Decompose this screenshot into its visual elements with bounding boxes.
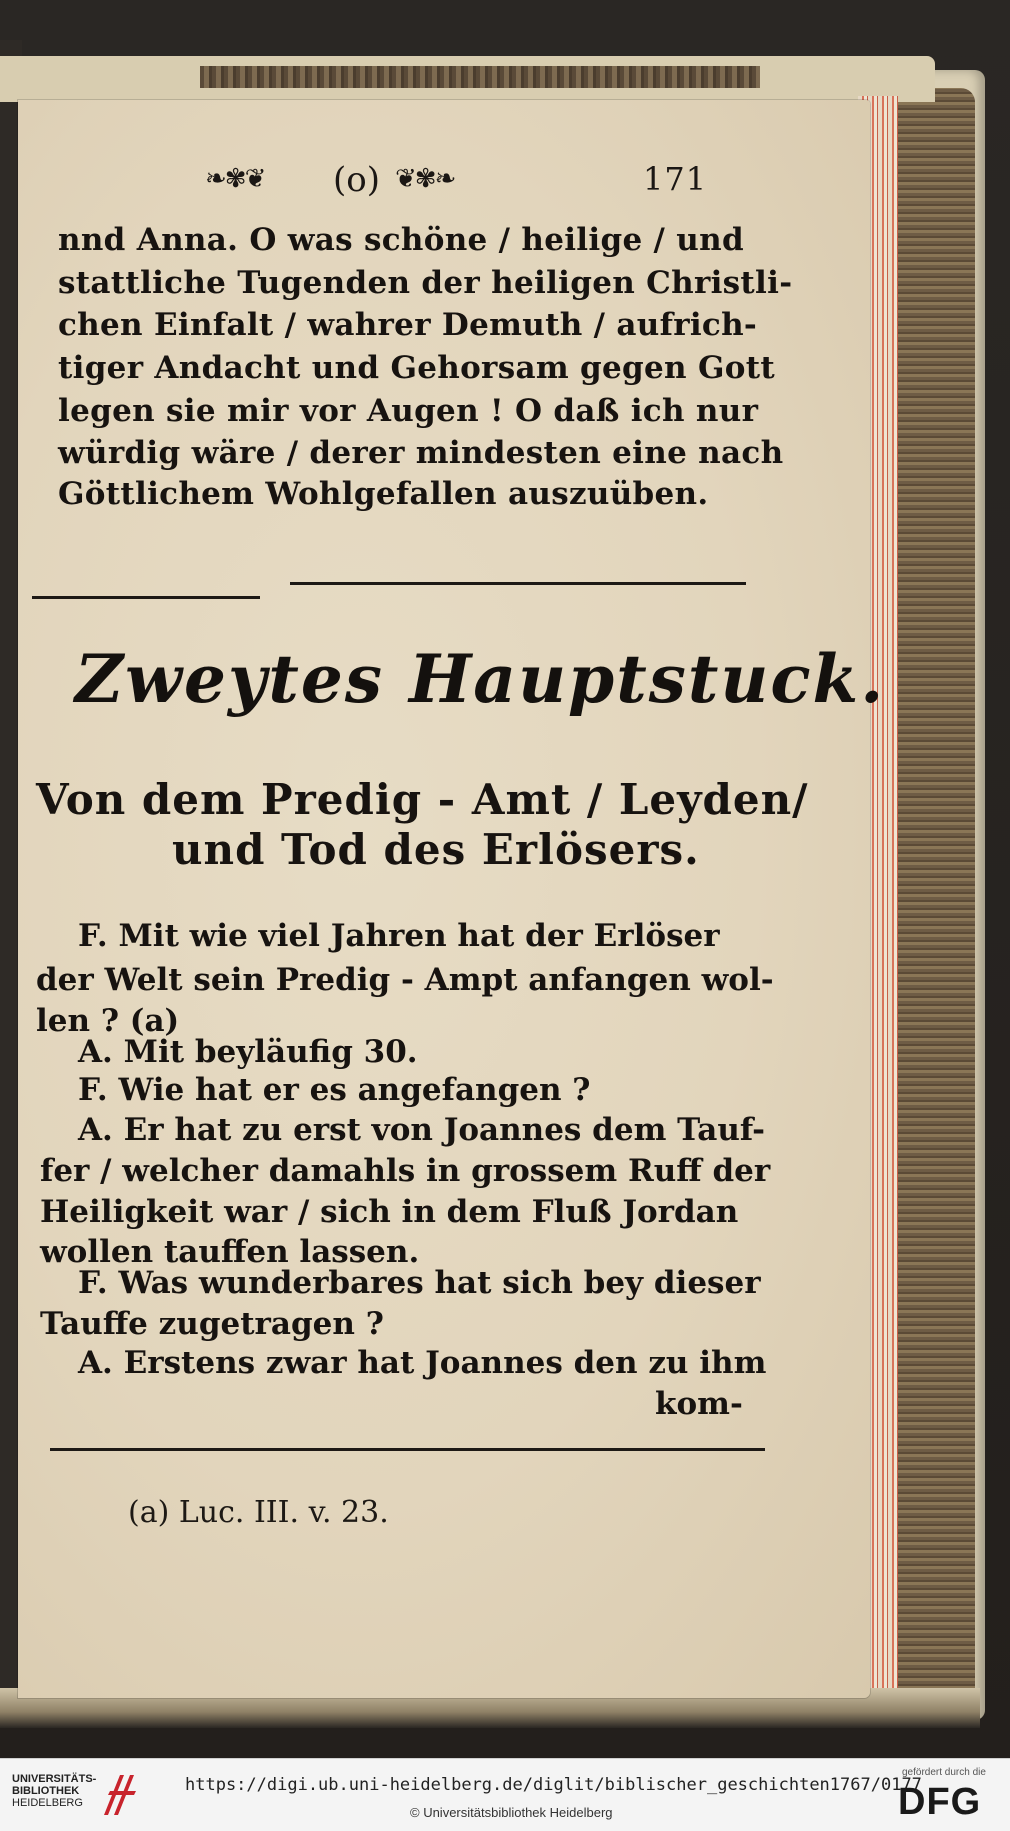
qa-line: A. Er hat zu erst von Joannes dem Tauf-: [78, 1112, 765, 1148]
qa-line: A. Mit beyläufig 30.: [78, 1034, 418, 1070]
qa-line: Heiligkeit war / sich in dem Fluß Jordan: [40, 1194, 739, 1230]
running-head-mark: (o): [333, 160, 380, 200]
dfg-logo: DFG: [898, 1781, 982, 1823]
qa-line: A. Erstens zwar hat Joannes den zu ihm: [78, 1345, 767, 1381]
qa-line: len ? (a): [36, 1003, 180, 1039]
running-head: [205, 160, 735, 206]
text-line: stattliche Tugenden der heiligen Christli-: [58, 265, 793, 301]
qa-line: Tauffe zugetragen ?: [40, 1306, 384, 1342]
qa-line: F. Was wunderbares hat sich bey dieser: [78, 1265, 761, 1301]
text-line: tiger Andacht und Gehorsam gegen Gott: [58, 350, 775, 386]
qa-line: fer / welcher damahls in grossem Ruff der: [40, 1153, 771, 1189]
library-name-line: BIBLIOTHEK: [12, 1785, 80, 1797]
text-line: Göttlichem Wohlgefallen auszuüben.: [58, 476, 709, 512]
library-name: [12, 1773, 96, 1809]
footnote-rule: [50, 1448, 765, 1451]
qa-line: F. Mit wie viel Jahren hat der Erlöser: [78, 918, 720, 954]
leaf-ornament-icon: ❧✾❦: [205, 164, 265, 194]
text-line: legen sie mir vor Augen ! O daß ich nur: [58, 393, 759, 429]
marbled-top-strip: [200, 66, 760, 88]
library-logo-icon: [100, 1771, 142, 1819]
library-name-line: HEIDELBERG: [12, 1797, 83, 1809]
leaf-ornament-icon: ❦✾❧: [395, 164, 455, 194]
footnote: (a) Luc. III. v. 23.: [128, 1495, 389, 1530]
chapter-subtitle-line: Von dem Predig - Amt / Leyden/: [36, 775, 809, 824]
copyright-notice: © Universitätsbibliothek Heidelberg: [410, 1805, 613, 1820]
text-line: chen Einfalt / wahrer Demuth / aufrich-: [58, 307, 758, 343]
chapter-title: Zweytes Hauptstuck.: [75, 640, 886, 718]
library-name-line: UNIVERSITÄTS-: [12, 1773, 97, 1785]
funding-note: gefördert durch die: [902, 1767, 986, 1778]
qa-line: der Welt sein Predig - Ampt anfangen wol-: [36, 962, 774, 998]
qa-line: wollen tauffen lassen.: [40, 1234, 420, 1270]
page-url-link[interactable]: https://digi.ub.uni-heidelberg.de/diglit/biblischer_geschichten1767/0177: [185, 1775, 922, 1795]
text-line: nnd Anna. O was schöne / heilige / und: [58, 222, 744, 258]
page-number: 171: [643, 160, 708, 198]
catchword: kom-: [655, 1386, 743, 1422]
section-rule-right: [290, 582, 746, 585]
viewer-footer: [0, 1758, 1010, 1831]
text-line: würdig wäre / derer mindesten eine nach: [58, 435, 784, 471]
section-rule-left: [32, 596, 260, 599]
qa-line: F. Wie hat er es angefangen ?: [78, 1072, 591, 1108]
chapter-subtitle-line: und Tod des Erlösers.: [172, 825, 700, 874]
